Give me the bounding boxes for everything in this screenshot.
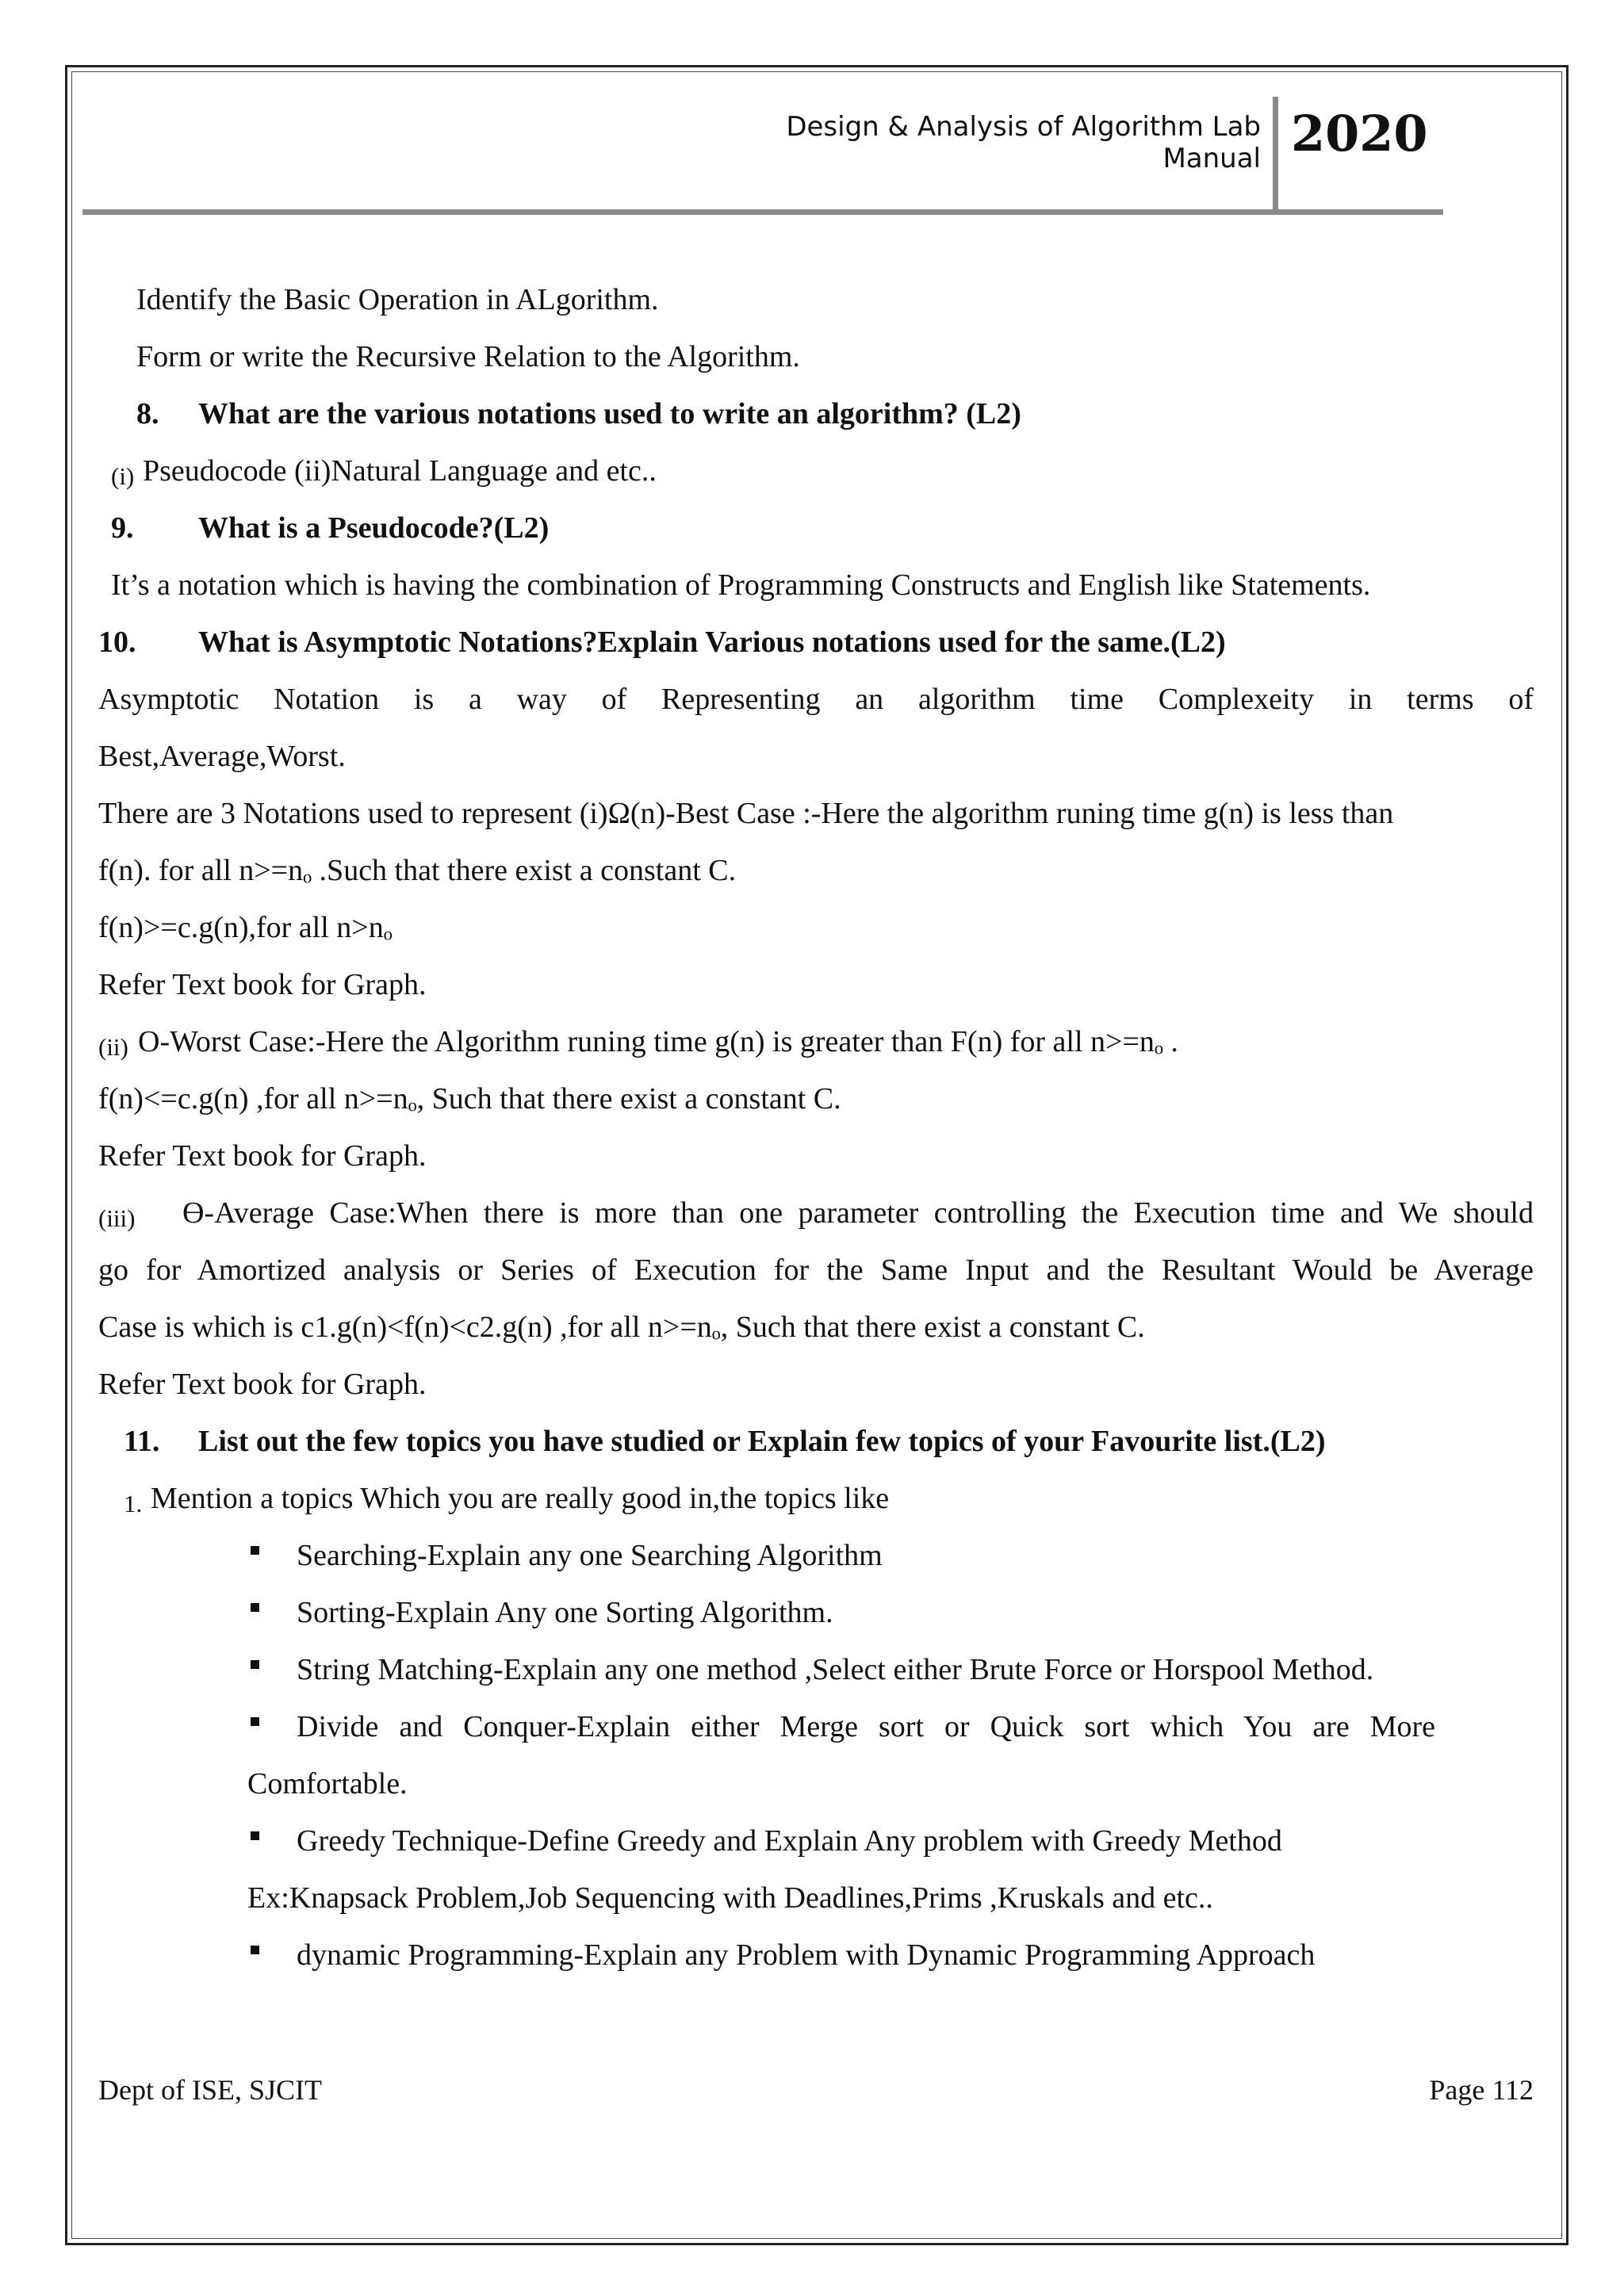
list-item: dynamic Programming-Explain any Problem with Dynamic Programming Approach: [297, 1938, 1316, 1972]
answer-text: O-Worst Case:-Here the Algorithm runing time g(n) is greater than F(n) for all n>=nₒ .: [138, 1025, 1178, 1058]
text-line: Identify the Basic Operation in ALgorithm.: [136, 283, 659, 316]
list-item: Searching-Explain any one Searching Algorithm: [297, 1539, 883, 1572]
list-marker: (i): [111, 462, 135, 490]
bullet-square-icon: [251, 1660, 259, 1669]
answer-text: There are 3 Notations used to represent (i)Ω(n)-Best Case :-Here the algorithm runing time g(n) is less than: [98, 797, 1394, 830]
answer-text: Refer Text book for Graph.: [98, 1368, 427, 1401]
question-heading: What is Asymptotic Notations?Explain Various notations used for the same.(L2): [198, 626, 1226, 659]
list-item: Greedy Technique-Define Greedy and Explain Any problem with Greedy Method: [297, 1824, 1282, 1858]
question-number: 10.: [98, 626, 136, 659]
footer-left: Dept of ISE, SJCIT: [98, 2074, 322, 2106]
bullet-square-icon: [251, 1946, 259, 1954]
list-marker: (ii): [98, 1033, 128, 1061]
header-divider-horizontal: [82, 209, 1443, 215]
question-number: 9.: [111, 511, 134, 545]
answer-text: Refer Text book for Graph.: [98, 968, 427, 1001]
answer-text: Best,Average,Worst.: [98, 740, 346, 773]
list-item-continuation: Comfortable.: [247, 1767, 408, 1800]
answer-text: Refer Text book for Graph.: [98, 1139, 427, 1173]
list-item-continuation: Ex:Knapsack Problem,Job Sequencing with Deadlines,Prims ,Kruskals and etc..: [247, 1881, 1213, 1915]
answer-text: go for Amortized analysis or Series of Execution for the Same Input and the Resultant Would be Average: [98, 1253, 1534, 1287]
header-title: Design & Analysis of Algorithm Lab Manual: [786, 111, 1261, 174]
bullet-square-icon: [251, 1831, 259, 1840]
formula-text: f(n)>=c.g(n),for all n>nₒ: [98, 911, 393, 944]
header-year: 2020: [1291, 105, 1428, 163]
bullet-square-icon: [251, 1717, 259, 1726]
list-marker: (iii): [98, 1204, 136, 1232]
footer-page-number: Page 112: [1429, 2074, 1534, 2106]
question-number: 11.: [124, 1425, 160, 1458]
answer-text: Asymptotic Notation is a way of Representing an algorithm time Complexeity in terms of: [98, 683, 1534, 716]
formula-text: f(n)<=c.g(n) ,for all n>=nₒ, Such that there exist a constant C.: [98, 1082, 841, 1115]
answer-text: ϴ-Average Case:When there is more than one parameter controlling the Execution time and We should: [182, 1196, 1534, 1230]
list-item: String Matching-Explain any one method ,Select either Brute Force or Horspool Method.: [297, 1653, 1374, 1686]
question-heading: What is a Pseudocode?(L2): [198, 511, 550, 545]
question-heading: List out the few topics you have studied or Explain few topics of your Favourite list.(L2): [198, 1425, 1326, 1458]
bullet-square-icon: [251, 1546, 259, 1555]
header-divider-vertical: [1273, 97, 1278, 211]
answer-text: f(n). for all n>=nₒ .Such that there exist a constant C.: [98, 854, 737, 887]
question-number: 8.: [136, 397, 159, 430]
question-heading: What are the various notations used to write an algorithm? (L2): [198, 397, 1021, 430]
list-item: Divide and Conquer-Explain either Merge sort or Quick sort which You are More: [297, 1710, 1435, 1743]
answer-text: Case is which is c1.g(n)<f(n)<c2.g(n) ,for all n>=nₒ, Such that there exist a constant C.: [98, 1311, 1145, 1344]
bullet-square-icon: [251, 1603, 259, 1612]
answer-text: Mention a topics Which you are really good in,the topics like: [151, 1482, 890, 1515]
answer-text: It’s a notation which is having the combination of Programming Constructs and English like Statements.: [111, 568, 1371, 602]
answer-text: Pseudocode (ii)Natural Language and etc..: [143, 454, 657, 488]
text-line: Form or write the Recursive Relation to the Algorithm.: [136, 340, 800, 373]
list-item: Sorting-Explain Any one Sorting Algorithm.: [297, 1596, 833, 1629]
list-marker: 1.: [124, 1490, 143, 1517]
